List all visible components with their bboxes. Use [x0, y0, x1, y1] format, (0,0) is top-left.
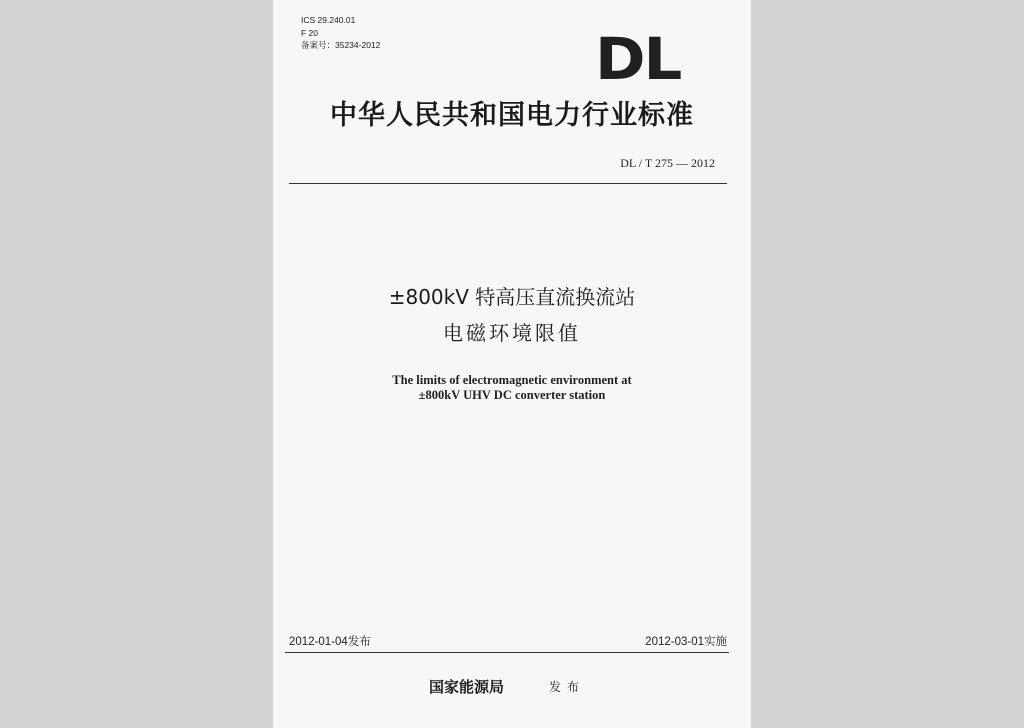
- record-number: 备案号：35234-2012: [301, 40, 381, 50]
- english-title-line1: The limits of electromagnetic environment at: [392, 373, 632, 387]
- standard-code: DL / T 275 — 2012: [620, 156, 715, 170]
- chinese-title-line1: ±800kV 特高压直流换流站: [388, 285, 636, 309]
- footer-divider: [285, 652, 729, 653]
- publisher-name: 国家能源局: [429, 678, 505, 696]
- standard-title: 中华人民共和国电力行业标准: [330, 100, 694, 131]
- english-title-line2: ±800kV UHV DC converter station: [418, 388, 606, 402]
- dl-logo: DL: [595, 25, 681, 93]
- document-page: [273, 0, 751, 728]
- issue-date: 2012-01-04发布: [289, 636, 371, 648]
- implementation-date: 2012-03-01实施: [645, 636, 727, 648]
- ics-code: ICS 29.240.01: [301, 15, 356, 25]
- document-metadata: [301, 14, 380, 52]
- header-divider: [289, 183, 727, 184]
- classification-code: F 20: [301, 27, 319, 38]
- chinese-title-line2: 电磁环境限值: [443, 321, 581, 345]
- publish-label: 发布: [549, 680, 586, 694]
